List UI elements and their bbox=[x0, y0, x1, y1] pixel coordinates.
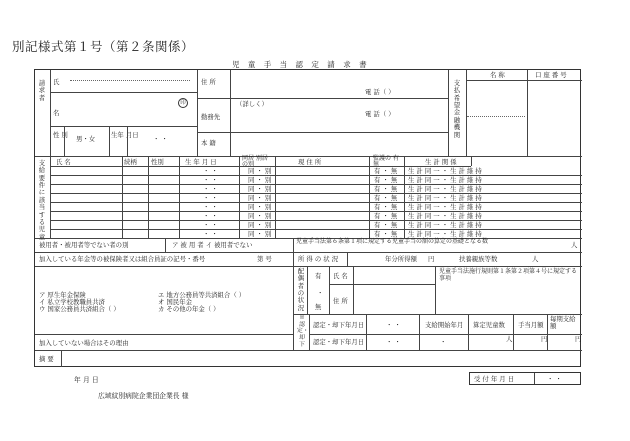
pension-option-e[interactable]: エ 地方公務員等共済組合（ ） bbox=[158, 291, 246, 299]
submission-date: 年 月 日 bbox=[74, 376, 99, 384]
document-title: 児 童 手 当 認 定 請 求 書 bbox=[232, 60, 370, 69]
application-form: 請 求 者 氏 名 印 性 別 男・女 生年 月日 ・ ・ 住 所 電 話（ ） （詳しく） 勤務先 電 話（ ） 本 籍 支払希望金融機関 名 称 口 座 番 号 支給要件に該当する児童 氏 名 続柄 性別 生 年 月 日 同居 別居 の別 現 住 所 監護の 有 無 生 計 関 係 ・ ・ 同 ・ 別 有 ・ 無 生 計 同 一 ・ 生 計 維 持 ・ ・ 同 ・ 別 有 ・ 無 生 計 同 一 ・ 生 計 維 持 ・ ・ 同 ・ 別 有 ・ 無 生 計 同 一 ・ 生 計 維 持 ・ ・ 同 ・ 別 有 ・ 無 生 計 同 一 ・ 生 計 維 持 ・ ・ 同 ・ 別 有 ・ 無 生 計 同 一 ・ 生 計 維 持 ・ ・ 同 ・ 別 有 ・ 無 生 計 同 一 ・ 生 計 維 持 ・ ・ 同 ・ 別 有 ・ 無 生 計 同 一 ・ 生 計 維 持 ・ ・ 同 ・ 別 有 ・ 無 生 計 同 一 ・ 生 計 維 持 被用者・被用者等でない者の別 ア 被 用 者 イ 被用者でない 児童手当法第６条第１項に規定する児童手当の額の算定の基礎となる数 人 加入している年金等の被保険者又は組合員証の記号・番号 第 号 所 得 の 状 況 年分所得額 円 扶養親族等数 人 ア 厚生年金保険 イ 私立学校教職員共済 ウ 国家公務員共済組合（ ） エ 地方公務員等共済組合（ ） オ 国民年金 カ その他の年金（ ） 加入していない場合はその理由 配偶者の状況 有 ・ 無 氏 名 住 所 児童手当法施行規則第１条第２項第４号に規定する事項 ※認定・却下 認定・却下年月日 ・ ・ 支給開始年月 算定児童数 手当月額 毎期支給額 認定・却下年月日 ・ ・ ・ 人 円 円 摘 要 bbox=[34, 69, 581, 367]
phone-label: 電 話（ ） bbox=[365, 88, 395, 96]
office-side-label: ※認定・却下 bbox=[297, 315, 309, 348]
child-cohabit-choice[interactable]: 同 ・ 別 bbox=[248, 212, 272, 220]
furigana-label: 氏 bbox=[53, 78, 60, 86]
receipt-date-box bbox=[469, 372, 581, 385]
pension-option-ka[interactable]: カ その他の年金（ ） bbox=[158, 305, 220, 313]
child-livelihood-choice[interactable]: 生 計 同 一 ・ 生 計 維 持 bbox=[408, 212, 482, 220]
sex-label: 性 別 bbox=[53, 131, 68, 139]
child-cohabit-choice[interactable]: 同 ・ 別 bbox=[248, 221, 272, 229]
birth-label: 生年 月日 bbox=[111, 131, 139, 139]
approval-date-label-2: 認定・却下年月日 bbox=[313, 338, 365, 346]
child-birth-header: 生 年 月 日 bbox=[185, 158, 217, 166]
child-sex-header: 性別 bbox=[151, 158, 164, 166]
child-cohabit-choice[interactable]: 同 ・ 別 bbox=[248, 230, 272, 238]
child-birth-dots[interactable]: ・ ・ bbox=[203, 167, 218, 175]
children-side-label: 支給要件に該当する児童 bbox=[38, 159, 46, 241]
child-livelihood-choice[interactable]: 生 計 同 一 ・ 生 計 維 持 bbox=[408, 230, 482, 238]
child-cohabit-header: 同居 別居 の別 bbox=[242, 155, 268, 169]
employment-options[interactable]: ア 被 用 者 イ 被用者でない bbox=[172, 241, 253, 249]
spouse-side-label: 配偶者の状況 bbox=[297, 267, 305, 312]
employment-label: 被用者・被用者等でない者の別 bbox=[39, 241, 129, 249]
child-custody-choice[interactable]: 有 ・ 無 bbox=[374, 167, 398, 175]
pension-label: 加入している年金等の被保険者又は組合員証の記号・番号 bbox=[39, 255, 206, 263]
child-custody-header: 監護の 有 無 bbox=[373, 155, 399, 169]
child-birth-dots[interactable]: ・ ・ bbox=[203, 230, 218, 238]
income-year-label: 年分所得額 bbox=[385, 255, 417, 263]
not-enrolled-reason-label: 加入していない場合はその理由 bbox=[39, 339, 129, 347]
child-livelihood-choice[interactable]: 生 計 同 一 ・ 生 計 維 持 bbox=[408, 167, 482, 175]
allowance-label: 手当月額 bbox=[518, 321, 544, 329]
child-custody-choice[interactable]: 有 ・ 無 bbox=[374, 203, 398, 211]
period-yen: 円 bbox=[575, 335, 582, 343]
child-custody-choice[interactable]: 有 ・ 無 bbox=[374, 230, 398, 238]
child-cohabit-choice[interactable]: 同 ・ 別 bbox=[248, 194, 272, 202]
child-name-header: 氏 名 bbox=[56, 158, 71, 166]
basis-count-label: 児童手当法第６条第１項に規定する児童手当の額の算定の基礎となる数 bbox=[296, 238, 489, 245]
account-number-label: 口 座 番 号 bbox=[535, 71, 567, 79]
spouse-name-label: 氏 名 bbox=[333, 272, 348, 280]
child-livelihood-choice[interactable]: 生 計 同 一 ・ 生 計 維 持 bbox=[408, 221, 482, 229]
child-relation-header: 続柄 bbox=[124, 158, 137, 166]
address-label: 住 所 bbox=[201, 78, 216, 86]
child-livelihood-choice[interactable]: 生 計 同 一 ・ 生 計 維 持 bbox=[408, 203, 482, 211]
basis-count-unit: 人 bbox=[571, 241, 578, 249]
child-address-header: 現 住 所 bbox=[298, 158, 322, 166]
child-livelihood-choice[interactable]: 生 計 同 一 ・ 生 計 維 持 bbox=[408, 176, 482, 184]
child-custody-choice[interactable]: 有 ・ 無 bbox=[374, 185, 398, 193]
pension-option-o[interactable]: オ 国民年金 bbox=[158, 298, 192, 306]
approval-date-label-1: 認定・却下年月日 bbox=[313, 321, 365, 329]
child-custody-choice[interactable]: 有 ・ 無 bbox=[374, 194, 398, 202]
child-cohabit-choice[interactable]: 同 ・ 別 bbox=[248, 167, 272, 175]
child-cohabit-choice[interactable]: 同 ・ 別 bbox=[248, 185, 272, 193]
child-birth-dots[interactable]: ・ ・ bbox=[203, 203, 218, 211]
pension-option-a[interactable]: ア 厚生年金保険 bbox=[39, 291, 86, 299]
child-livelihood-choice[interactable]: 生 計 同 一 ・ 生 計 維 持 bbox=[408, 185, 482, 193]
bank-side-label: 支払希望金融機関 bbox=[453, 79, 461, 139]
child-cohabit-choice[interactable]: 同 ・ 別 bbox=[248, 176, 272, 184]
pension-number-unit: 第 号 bbox=[257, 255, 272, 263]
child-livelihood-choice[interactable]: 生 計 同 一 ・ 生 計 維 持 bbox=[408, 194, 482, 202]
income-unit: 円 bbox=[428, 255, 435, 263]
start-month-label: 支給開始年月 bbox=[425, 321, 464, 329]
remarks-label: 摘 要 bbox=[39, 355, 54, 363]
dependents-label: 扶養親族等数 bbox=[459, 255, 498, 263]
child-birth-dots[interactable]: ・ ・ bbox=[203, 212, 218, 220]
child-custody-choice[interactable]: 有 ・ 無 bbox=[374, 212, 398, 220]
pension-option-u[interactable]: ウ 国家公務員共済組合（ ） bbox=[39, 305, 120, 313]
bank-name-label: 名 称 bbox=[490, 71, 505, 79]
allowance-yen: 円 bbox=[541, 335, 548, 343]
spouse-no[interactable]: 無 bbox=[315, 303, 322, 311]
receipt-date-dots[interactable]: ・ ・ bbox=[547, 375, 562, 383]
birth-dots[interactable]: ・ ・ bbox=[153, 135, 168, 143]
workplace-label: 勤務先 bbox=[201, 113, 221, 121]
child-custody-choice[interactable]: 有 ・ 無 bbox=[374, 176, 398, 184]
domicile-label: 本 籍 bbox=[201, 139, 216, 147]
workplace-phone-label: 電 話（ ） bbox=[365, 110, 395, 118]
seal-mark: 印 bbox=[178, 98, 188, 108]
workplace-details-label: （詳しく） bbox=[236, 100, 268, 108]
approval-date-dots-1[interactable]: ・ ・ bbox=[386, 321, 401, 329]
addressee: 広域紋別病院企業団企業長 様 bbox=[98, 392, 189, 400]
child-cohabit-choice[interactable]: 同 ・ 別 bbox=[248, 203, 272, 211]
child-birth-dots[interactable]: ・ ・ bbox=[203, 185, 218, 193]
receipt-date-label: 受 付 年 月 日 bbox=[474, 375, 515, 383]
dependents-unit: 人 bbox=[532, 255, 539, 263]
count-label: 算定児童数 bbox=[473, 321, 505, 329]
child-birth-dots[interactable]: ・ ・ bbox=[203, 194, 218, 202]
count-unit: 人 bbox=[506, 335, 513, 343]
pension-option-i[interactable]: イ 私立学校教職員共済 bbox=[39, 298, 105, 306]
income-label: 所 得 の 状 況 bbox=[298, 255, 339, 263]
child-custody-choice[interactable]: 有 ・ 無 bbox=[374, 221, 398, 229]
spouse-yes[interactable]: 有 bbox=[315, 272, 322, 280]
child-birth-dots[interactable]: ・ ・ bbox=[203, 221, 218, 229]
spouse-address-label: 住 所 bbox=[333, 297, 348, 305]
start-month-dots: ・ bbox=[440, 338, 447, 346]
period-payment-label: 毎期支給額 bbox=[550, 315, 576, 331]
approval-date-dots-2[interactable]: ・ ・ bbox=[386, 338, 401, 346]
form-number: 別記様式第１号（第２条関係） bbox=[12, 39, 195, 54]
child-birth-dots[interactable]: ・ ・ bbox=[203, 176, 218, 184]
child-livelihood-header: 生 計 関 係 bbox=[425, 158, 457, 166]
spouse-article-label: 児童手当法施行規則第１条第２項第４号に規定する事項 bbox=[439, 268, 578, 282]
sex-options[interactable]: 男・女 bbox=[76, 135, 96, 143]
claimant-side-label: 請 求 者 bbox=[38, 79, 46, 102]
name-label: 名 bbox=[53, 109, 60, 117]
